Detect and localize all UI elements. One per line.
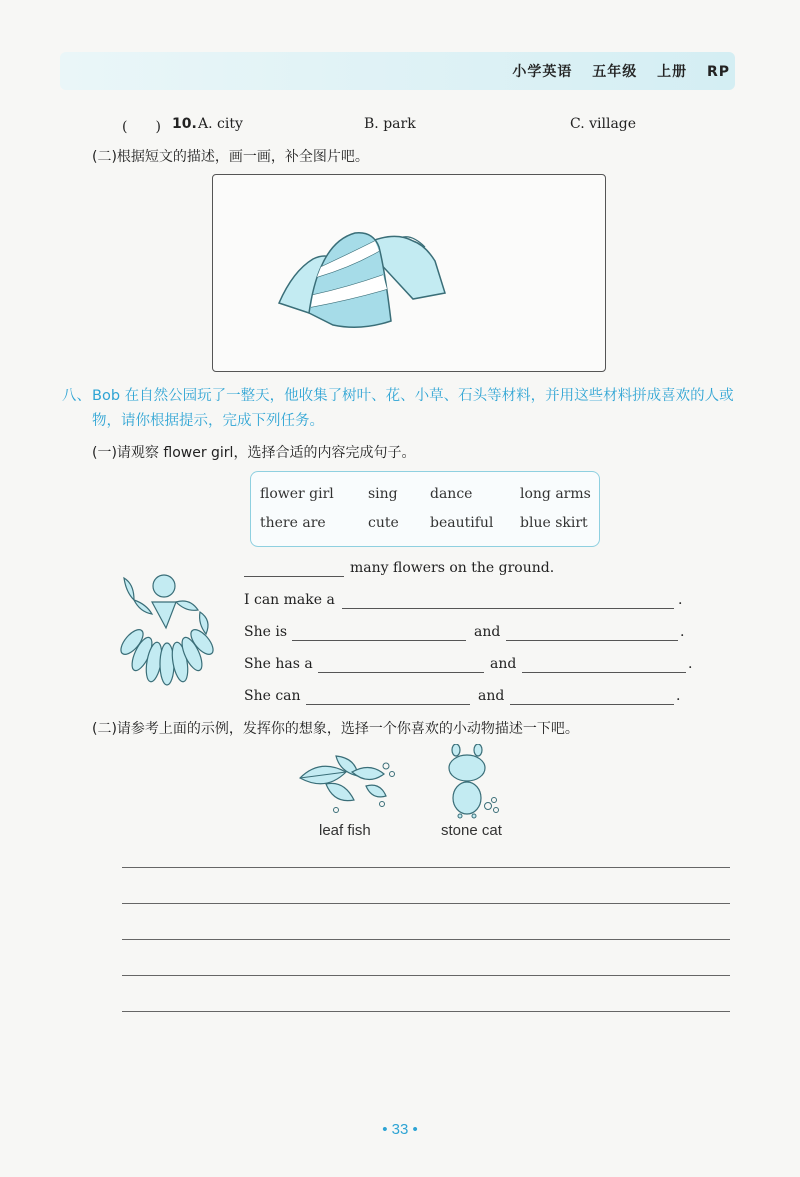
sentence-4-text: She has a	[244, 656, 313, 672]
option-a: A. city	[198, 116, 243, 132]
writing-line-2[interactable]	[122, 903, 730, 904]
and-word: and	[478, 688, 505, 704]
stone-cat-caption: stone cat	[441, 822, 502, 839]
word-bank-item: long arms	[520, 486, 591, 502]
word-bank-item: blue skirt	[520, 515, 588, 531]
answer-bracket[interactable]: ( )	[122, 119, 161, 135]
sentence-2-text: I can make a	[244, 592, 335, 608]
blank-4a[interactable]	[318, 672, 484, 673]
grade-label: 五年级	[592, 64, 638, 80]
edition-label: RP	[706, 64, 730, 80]
question-number: 10.	[172, 116, 197, 132]
period: .	[678, 592, 683, 608]
period: .	[680, 624, 685, 640]
sentence-1-text: many flowers on the ground.	[350, 560, 555, 576]
writing-line-4[interactable]	[122, 975, 730, 976]
writing-line-5[interactable]	[122, 1011, 730, 1012]
writing-line-3[interactable]	[122, 939, 730, 940]
word-bank-item: sing	[368, 486, 398, 502]
section-8-instruction	[62, 384, 742, 434]
word-bank-item: dance	[430, 486, 473, 502]
stone-cat-illustration	[438, 744, 508, 820]
word-bank-item: there are	[260, 515, 326, 531]
sentence-3-text: She is	[244, 624, 288, 640]
word-bank-item: cute	[368, 515, 399, 531]
subject-label: 小学英语	[512, 64, 573, 80]
blank-4b[interactable]	[522, 672, 686, 673]
blank-3b[interactable]	[506, 640, 678, 641]
volume-label: 上册	[657, 64, 688, 80]
blank-5b[interactable]	[510, 704, 674, 705]
sentence-5-text: She can	[244, 688, 301, 704]
word-bank-item: beautiful	[430, 515, 494, 531]
period: .	[676, 688, 681, 704]
blank-2[interactable]	[342, 608, 674, 609]
section-8-text: Bob 在自然公园玩了一整天，他收集了树叶、花、小草、石头等材料，并用这些材料拼成喜欢的人或物，请你根据提示，完成下列任务。	[92, 388, 734, 429]
blank-5a[interactable]	[306, 704, 470, 705]
writing-line-1[interactable]	[122, 867, 730, 868]
leaf-fish-caption: leaf fish	[319, 822, 371, 839]
word-bank-item: flower girl	[260, 486, 334, 502]
and-word: and	[490, 656, 517, 672]
book-info	[498, 61, 730, 81]
part1-instruction: (一)请观察 flower girl，选择合适的内容完成句子。	[92, 445, 416, 461]
draw-instruction: (二)根据短文的描述，画一画，补全图片吧。	[92, 149, 369, 165]
word-bank	[250, 471, 600, 547]
blank-3a[interactable]	[292, 640, 466, 641]
and-word: and	[474, 624, 501, 640]
option-b: B. park	[364, 116, 416, 132]
drawing-box[interactable]	[212, 174, 606, 372]
option-c: C. village	[570, 116, 637, 132]
page-number: • 33 •	[382, 1121, 418, 1138]
period: .	[688, 656, 693, 672]
part2-instruction: (二)请参考上面的示例，发挥你的想象，选择一个你喜欢的小动物描述一下吧。	[92, 721, 579, 737]
leaf-fish-illustration	[296, 752, 396, 816]
flower-girl-illustration	[112, 570, 222, 695]
mountains-illustration	[213, 175, 605, 371]
blank-1[interactable]	[244, 576, 344, 577]
section-number: 八、	[62, 388, 91, 404]
